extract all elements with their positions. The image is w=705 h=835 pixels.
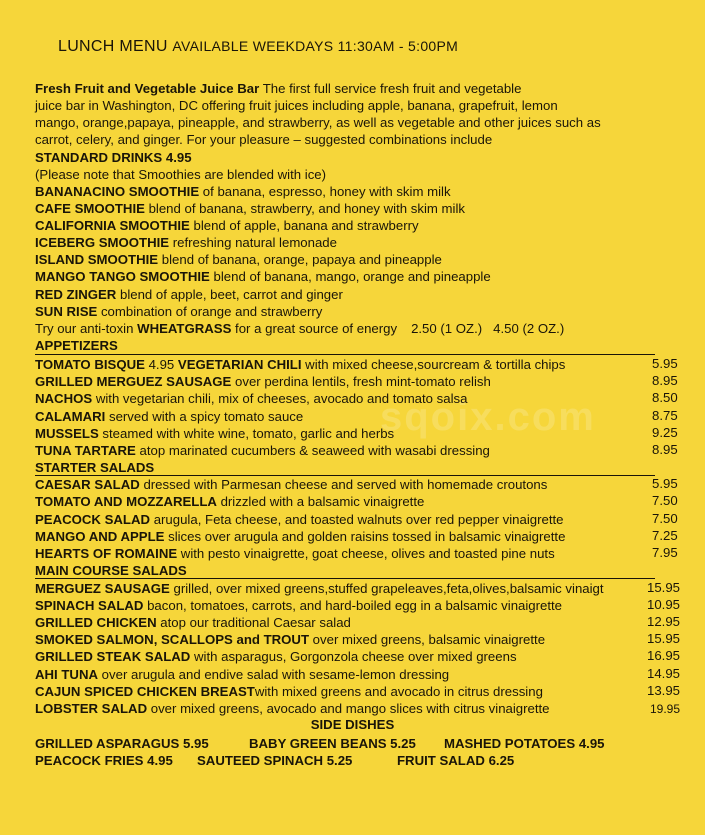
price: 12.95 — [647, 614, 681, 629]
smoothie-note: (Please note that Smoothies are blended with ice) — [35, 167, 327, 182]
list-item: HEARTS OF ROMAINE with pesto vinaigrette, goat cheese, olives and toasted pine nuts — [35, 546, 555, 561]
wheatgrass-line: Try our anti-toxin WHEATGRASS for a great source of energy 2.50 (1 OZ.) 4.50 (2 OZ.) — [35, 321, 565, 336]
price: 7.50 — [652, 493, 678, 508]
list-item: AHI TUNA over arugula and endive salad with sesame-lemon dressing — [35, 667, 450, 682]
price: 8.75 — [652, 408, 678, 423]
page-title — [58, 38, 458, 56]
list-item: MANGO AND APPLE slices over arugula and golden raisins tossed in balsamic vinaigrette — [35, 529, 566, 544]
price: 9.25 — [652, 425, 678, 440]
list-item: CAESAR SALAD dressed with Parmesan cheese and served with homemade croutons — [35, 477, 548, 492]
price: 8.95 — [652, 442, 678, 457]
section-heading-starters: STARTER SALADS — [35, 460, 155, 475]
divider — [35, 354, 655, 355]
side-item: FRUIT SALAD 6.25 — [397, 753, 515, 768]
list-item: SUN RISE combination of orange and strawberry — [35, 304, 323, 319]
list-item: GRILLED STEAK SALAD with asparagus, Gorgonzola cheese over mixed greens — [35, 649, 517, 664]
list-item: TOMATO BISQUE 4.95 VEGETARIAN CHILI with mixed cheese,sourcream & tortilla chips — [35, 357, 566, 372]
list-item: CALAMARI served with a spicy tomato sauce — [35, 409, 304, 424]
price: 16.95 — [647, 648, 681, 663]
list-item: CAJUN SPICED CHICKEN BREASTwith mixed greens and avocado in citrus dressing — [35, 684, 543, 699]
price: 15.95 — [647, 580, 681, 595]
price: 10.95 — [647, 597, 681, 612]
price: 5.95 — [652, 356, 678, 371]
list-item: GRILLED CHICKEN atop our traditional Caesar salad — [35, 615, 351, 630]
list-item: BANANACINO SMOOTHIE of banana, espresso, honey with skim milk — [35, 184, 451, 199]
price: 7.50 — [652, 511, 678, 526]
section-heading-sides: SIDE DISHES — [310, 717, 395, 732]
price: 7.95 — [652, 545, 678, 560]
side-item: BABY GREEN BEANS 5.25 — [249, 736, 416, 751]
title-main: LUNCH MENU — [58, 38, 168, 55]
list-item: PEACOCK SALAD arugula, Feta cheese, and toasted walnuts over red pepper vinaigrette — [35, 512, 564, 527]
watermark: sqoix.com — [380, 395, 596, 439]
juice-heading: Fresh Fruit and Vegetable Juice Bar — [35, 81, 260, 96]
list-item: ICEBERG SMOOTHIE refreshing natural lemonade — [35, 235, 337, 250]
price: 8.50 — [652, 390, 678, 405]
price: 5.95 — [652, 476, 678, 491]
list-item: ISLAND SMOOTHIE blend of banana, orange, papaya and pineapple — [35, 252, 442, 267]
list-item: MANGO TANGO SMOOTHIE blend of banana, mango, orange and pineapple — [35, 269, 491, 284]
section-heading-mains: MAIN COURSE SALADS — [35, 563, 187, 578]
price: 19.95 — [650, 702, 681, 716]
side-item: MASHED POTATOES 4.95 — [444, 736, 605, 751]
price: 7.25 — [652, 528, 678, 543]
list-item: SMOKED SALMON, SCALLOPS and TROUT over mixed greens, balsamic vinaigrette — [35, 632, 546, 647]
section-heading-appetizers: APPETIZERS — [35, 338, 118, 353]
list-item: SPINACH SALAD bacon, tomatoes, carrots, and hard-boiled egg in a balsamic vinaigrette — [35, 598, 563, 613]
standard-drinks: STANDARD DRINKS 4.95 — [35, 150, 192, 165]
price: 15.95 — [647, 631, 681, 646]
list-item: TOMATO AND MOZZARELLA drizzled with a balsamic vinaigrette — [35, 494, 425, 509]
side-item: GRILLED ASPARAGUS 5.95 — [35, 736, 209, 751]
list-item: RED ZINGER blend of apple, beet, carrot and ginger — [35, 287, 343, 302]
list-item: CALIFORNIA SMOOTHIE blend of apple, banana and strawberry — [35, 218, 419, 233]
juice-text: juice bar in Washington, DC offering fruit juices including apple, banana, grapefruit, lemon — [35, 98, 558, 113]
side-item: SAUTEED SPINACH 5.25 — [197, 753, 353, 768]
list-item: GRILLED MERGUEZ SAUSAGE over perdina lentils, fresh mint-tomato relish — [35, 374, 491, 389]
list-item: MERGUEZ SAUSAGE grilled, over mixed greens,stuffed grapeleaves,feta,olives,balsamic vinaigt — [35, 581, 604, 596]
wheatgrass-prices: 2.50 (1 OZ.) 4.50 (2 OZ.) — [411, 321, 565, 336]
juice-intro: Fresh Fruit and Vegetable Juice Bar The first full service fresh fruit and vegetable — [35, 81, 522, 96]
list-item: LOBSTER SALAD over mixed greens, avocado and mango slices with citrus vinaigrette — [35, 701, 550, 716]
price: 13.95 — [647, 683, 681, 698]
list-item: NACHOS with vegetarian chili, mix of cheeses, avocado and tomato salsa — [35, 391, 468, 406]
juice-text: carrot, celery, and ginger. For your pleasure – suggested combinations include — [35, 132, 493, 147]
list-item: TUNA TARTARE atop marinated cucumbers & seaweed with wasabi dressing — [35, 443, 490, 458]
divider — [35, 578, 655, 579]
list-item: MUSSELS steamed with white wine, tomato, garlic and herbs — [35, 426, 395, 441]
juice-text: mango, orange,papaya, pineapple, and strawberry, as well as vegetable and other juices such as — [35, 115, 601, 130]
side-item: PEACOCK FRIES 4.95 — [35, 753, 173, 768]
title-sub: AVAILABLE WEEKDAYS 11:30AM - 5:00PM — [172, 38, 459, 54]
list-item: CAFE SMOOTHIE blend of banana, strawberry, and honey with skim milk — [35, 201, 465, 216]
price: 14.95 — [647, 666, 681, 681]
price: 8.95 — [652, 373, 678, 388]
